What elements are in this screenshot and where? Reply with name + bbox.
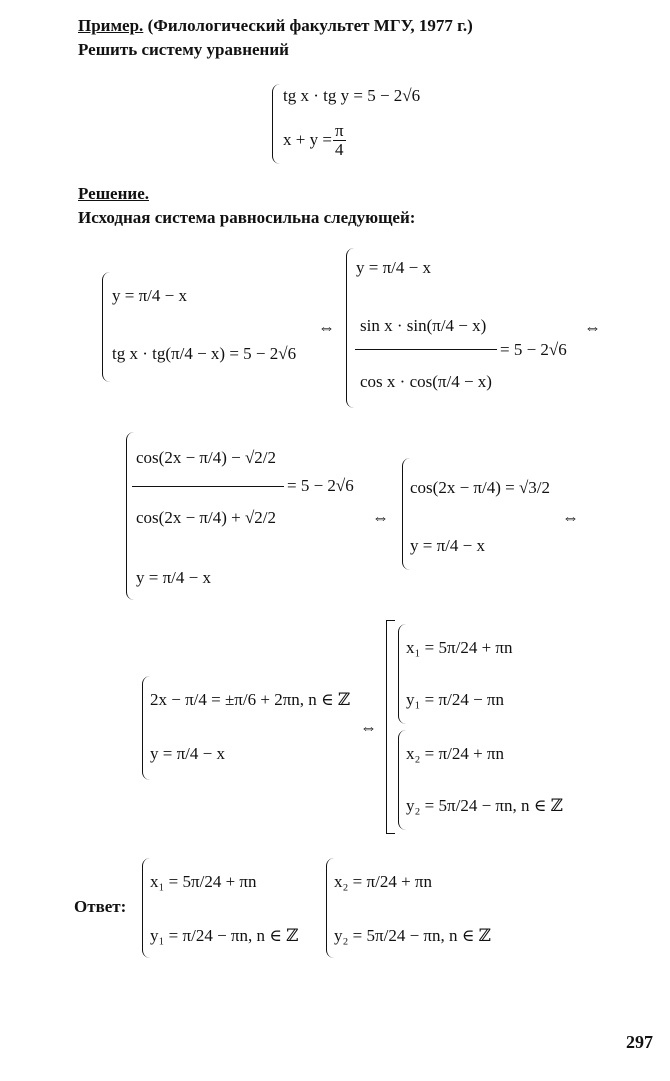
answer-x2: x₂ = π/24 + πn xyxy=(334,872,432,891)
step3-x1: x₁ = 5π/24 + πn xyxy=(406,638,513,657)
step1-right-num: sin x · sin(π/4 − x) xyxy=(360,316,487,335)
solution-intro: Исходная система равносильна следующей: xyxy=(78,208,416,227)
step1-right-eq1: y = π/4 − x xyxy=(356,258,431,277)
step1-left-eq1: y = π/4 − x xyxy=(112,286,187,305)
answer-label: Ответ: xyxy=(74,897,127,916)
step1-left-eq2: tg x · tg(π/4 − x) = 5 − 2√6 xyxy=(112,344,297,363)
step2-right-eq1: cos(2x − π/4) = √3/2 xyxy=(410,478,551,497)
example-heading xyxy=(78,16,473,36)
step1-right-den: cos x · cos(π/4 − x) xyxy=(360,372,492,391)
step2-right-eq2: y = π/4 − x xyxy=(410,536,485,555)
solution-label: Решение. xyxy=(78,184,149,203)
step1-right-bar xyxy=(355,349,497,350)
step1-equiv-1: ⇔ xyxy=(318,318,335,337)
step3-left-eq2: y = π/4 − x xyxy=(150,744,225,763)
step2-bar xyxy=(132,486,284,487)
step3-set-bracket xyxy=(386,620,395,834)
step3-x2: x₂ = π/24 + πn xyxy=(406,744,504,763)
step2-rhs: = 5 − 2√6 xyxy=(287,476,354,495)
step2-left-brace xyxy=(126,432,135,600)
system-eq2-left: x + y = xyxy=(283,130,332,150)
step3-equiv: ⇔ xyxy=(360,718,377,737)
step2-num: cos(2x − π/4) − √2/2 xyxy=(136,448,277,467)
step2-equiv-1: ⇔ xyxy=(372,508,389,527)
answer-y1: y₁ = π/24 − πn, n ∈ ℤ xyxy=(150,926,299,945)
step3-y2: y₂ = 5π/24 − πn, n ∈ ℤ xyxy=(406,796,563,815)
step1-right-rhs: = 5 − 2√6 xyxy=(500,340,567,359)
page-number: 297 xyxy=(626,1032,653,1052)
example-source: (Филологический факультет МГУ, 1977 г.) xyxy=(147,16,473,35)
step2-den: cos(2x − π/4) + √2/2 xyxy=(136,508,277,527)
example-label: Пример. xyxy=(78,16,144,35)
system-eq2 xyxy=(283,122,347,159)
task-text: Решить систему уравнений xyxy=(78,40,289,59)
answer-y2: y₂ = 5π/24 − πn, n ∈ ℤ xyxy=(334,926,491,945)
step3-sys1-brace xyxy=(398,624,406,724)
system-eq2-pi: π xyxy=(334,121,344,140)
step3-y1: y₁ = π/24 − πn xyxy=(406,690,504,709)
step1-left-brace xyxy=(102,272,111,382)
step2-eq2: y = π/4 − x xyxy=(136,568,211,587)
step3-sys2-brace xyxy=(398,730,406,830)
system-eq2-four: 4 xyxy=(334,139,344,159)
step1-equiv-2: ⇔ xyxy=(584,318,601,337)
step2-equiv-2: ⇔ xyxy=(562,508,579,527)
system-eq1: tg x · tg y = 5 − 2√6 xyxy=(283,86,421,105)
system-brace xyxy=(272,84,281,164)
step3-left-eq1: 2x − π/4 = ±π/6 + 2πn, n ∈ ℤ xyxy=(150,690,351,709)
answer-x1: x₁ = 5π/24 + πn xyxy=(150,872,257,891)
step1-right-brace xyxy=(346,248,355,408)
